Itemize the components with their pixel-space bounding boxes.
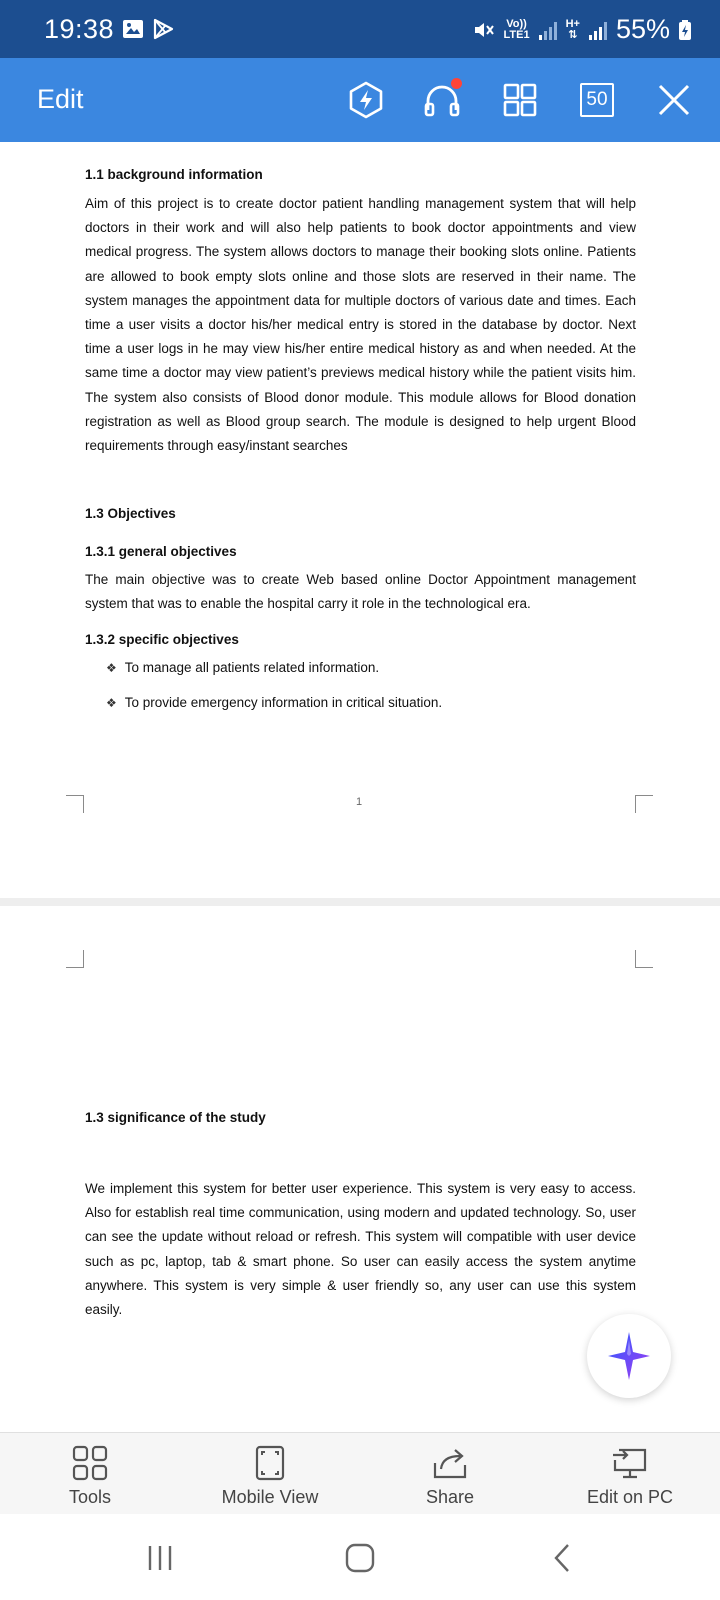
data-arrows: ⇅ — [568, 28, 578, 41]
bullet-diamond-icon: ❖ — [106, 695, 117, 710]
play-store-notification-icon — [152, 18, 174, 40]
ai-sparkle-icon — [606, 1330, 652, 1382]
tools-label: Tools — [68, 1487, 112, 1507]
status-time: 19:38 — [44, 14, 115, 44]
app-toolbar — [0, 58, 720, 142]
back-icon — [552, 1543, 572, 1573]
notification-badge — [451, 78, 462, 89]
grid-view-button[interactable] — [494, 74, 546, 126]
lightning-hex-icon — [348, 81, 384, 119]
mobile-view-icon — [255, 1445, 285, 1481]
recent-apps-icon — [145, 1544, 175, 1572]
paragraph-significance: We implement this system for better user experience. This system is very easy to access. Also for establish real time communication, using modern and updated technology. So, user can see the update without reload or refresh. This system will compatible with user device such as pc, laptop, tab & smart phone. So user can easily access the system anytime anywhere. This system is very simple & user friendly so, any user can use this system easily. — [85, 1181, 636, 1318]
crop-mark — [66, 795, 84, 813]
gallery-notification-icon — [122, 19, 144, 39]
grid-icon — [503, 83, 537, 117]
read-aloud-button[interactable] — [416, 74, 468, 126]
volte-line1: Vo)) — [506, 17, 527, 30]
paragraph-background: Aim of this project is to create doctor patient handling management system that will help doctors in their work and will also help patients to book doctor appointments and view medical progress. The system allows doctors to manage their booking slots online. Patients are allowed to book empty slots online and those slots are reserved in their name. The system manages the appointment data for multiple doctors of various date and times. Each time a user visits a doctor his/her medical entry is stored in the database by doctor. Next time a user logs in he may view his/her entire medical history as and when needed. At the same time a doctor may view patient’s previews medical history while the patient visits him. The system also consists of Blood donor module. This module allows for Blood donation registration as well as Blood group search. The module is designed to help urgent Blood requirements through easy/instant searches — [85, 196, 636, 454]
heading-background-information: 1.1 background information — [85, 167, 263, 182]
mobile-view-button[interactable] — [180, 1433, 360, 1515]
ai-assistant-button[interactable] — [587, 1314, 671, 1398]
page-number: 1 — [356, 796, 363, 808]
document-view[interactable] — [0, 142, 720, 1432]
share-icon — [432, 1445, 468, 1481]
crop-mark — [66, 950, 84, 968]
bullet-text: To provide emergency information in critical situation. — [124, 695, 443, 710]
battery-percent: 55% — [615, 14, 670, 44]
bullet-item — [106, 695, 442, 710]
mobile-view-label: Mobile View — [221, 1487, 319, 1507]
tools-button[interactable] — [0, 1433, 180, 1515]
hplus-indicator — [566, 19, 580, 41]
crop-mark — [635, 950, 653, 968]
share-label: Share — [425, 1487, 475, 1507]
bullet-diamond-icon: ❖ — [106, 660, 117, 675]
close-icon — [658, 84, 690, 116]
home-button[interactable] — [330, 1536, 390, 1580]
page-count-value: 50 — [586, 89, 608, 110]
status-right — [472, 14, 693, 45]
system-nav-bar — [0, 1514, 720, 1600]
page-separator — [0, 898, 720, 906]
edit-on-pc-button[interactable] — [540, 1433, 720, 1515]
status-bar — [0, 0, 720, 58]
edit-title[interactable]: Edit — [37, 84, 84, 114]
recent-apps-button[interactable] — [130, 1536, 190, 1580]
heading-specific-objectives: 1.3.2 specific objectives — [85, 632, 239, 647]
volte-line2: LTE1 — [503, 28, 530, 41]
hplus-label: H+ — [565, 17, 580, 30]
heading-general-objectives: 1.3.1 general objectives — [85, 544, 237, 559]
heading-significance: 1.3 significance of the study — [85, 1110, 266, 1125]
signal-2-icon — [588, 19, 608, 41]
battery-charging-icon — [678, 19, 692, 41]
bullet-item — [106, 660, 379, 675]
close-button[interactable] — [648, 74, 700, 126]
heading-objectives: 1.3 Objectives — [85, 506, 176, 521]
tools-icon — [72, 1445, 108, 1481]
back-button[interactable] — [532, 1536, 592, 1580]
quick-action-button[interactable] — [340, 74, 392, 126]
paragraph-general-objectives: The main objective was to create Web based online Doctor Appointment management system that was to enable the hospital carry it role in the technological era. — [85, 572, 636, 612]
signal-1-icon — [538, 19, 558, 41]
mute-icon — [472, 18, 496, 42]
edit-on-pc-label: Edit on PC — [586, 1487, 674, 1507]
edit-on-pc-icon — [611, 1445, 649, 1481]
volte-indicator — [504, 19, 530, 41]
bullet-text: To manage all patients related information. — [124, 660, 380, 675]
status-left-icons — [122, 18, 174, 40]
page-count-icon — [580, 83, 614, 117]
home-icon — [345, 1543, 375, 1573]
share-button[interactable] — [360, 1433, 540, 1515]
bottom-toolbar — [0, 1432, 720, 1514]
page-count-button[interactable] — [571, 74, 623, 126]
crop-mark — [635, 795, 653, 813]
